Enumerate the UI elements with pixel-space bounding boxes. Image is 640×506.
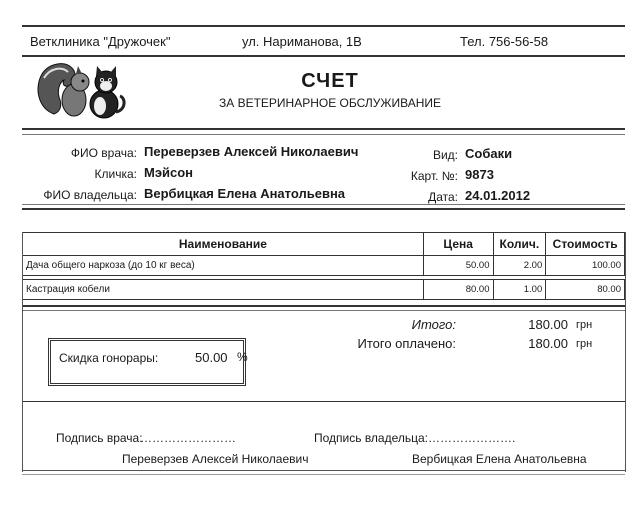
card-label: Карт. №: [410,169,458,183]
owner-signature-name: Вербицкая Елена Анатольевна [412,452,587,466]
service-price: 50.00 [423,256,493,276]
nickname-label: Кличка: [94,167,137,181]
paid-currency: грн [576,338,593,350]
species-value: Собаки [465,146,513,161]
clinic-address: ул. Нариманова, 1В [242,33,362,49]
col-name-header: Наименование [23,233,424,256]
doctor-name: Переверзев Алексей Николаевич [144,144,359,159]
col-cost-header: Стоимость [546,233,625,256]
invoice-title: СЧЕТ [301,70,359,92]
nickname-value: Мэйсон [144,165,194,180]
doctor-signature-name: Переверзев Алексей Николаевич [122,452,309,466]
table-row [23,280,625,300]
discount-box [48,338,246,386]
discount-label: Скидка гонорары: [59,351,159,365]
squirrel-and-cat-logo-icon [34,56,128,124]
clinic-phone: Тел. 756-56-58 [460,33,549,49]
patient-info-block [22,128,625,210]
invoice-date: 24.01.2012 [465,188,531,203]
paid-label: Итого оплачено: [357,336,456,351]
clinic-header [22,25,625,57]
total-value: 180.00 [528,317,568,332]
date-label: Дата: [428,190,458,204]
service-name: Дача общего наркоза (до 10 кг веса) [23,256,424,276]
clinic-name: Ветклиника "Дружочек" [30,33,171,49]
owner-label: ФИО владельца: [43,188,137,202]
service-cost: 80.00 [546,280,625,300]
discount-unit: % [237,350,248,364]
col-qty-header: Колич. [493,233,546,256]
doctor-signature-label: Подпись врача: [56,431,143,445]
doctor-label: ФИО врача: [70,146,137,160]
paid-value: 180.00 [528,336,568,351]
owner-signature-label: Подпись владельца: [314,431,429,445]
invoice-subtitle: ЗА ВЕТЕРИНАРНОЕ ОБСЛУЖИВАНИЕ [218,96,442,110]
discount-value: 50.00 [195,350,228,365]
owner-name: Вербицкая Елена Анатольевна [144,186,346,201]
owner-signature-line: …………………. [428,431,516,445]
service-cost: 100.00 [546,256,625,276]
total-currency: грн [576,319,593,331]
service-name: Кастрация кобели [23,280,424,300]
card-number: 9873 [465,167,494,182]
service-qty: 2.00 [493,256,546,276]
services-table [22,232,625,300]
table-header-row [23,233,625,256]
total-label: Итого: [411,317,456,332]
table-row [23,256,625,276]
doctor-signature-line: …………………… [140,431,236,445]
species-label: Вид: [432,148,458,162]
col-price-header: Цена [423,233,493,256]
service-qty: 1.00 [493,280,546,300]
service-price: 80.00 [423,280,493,300]
